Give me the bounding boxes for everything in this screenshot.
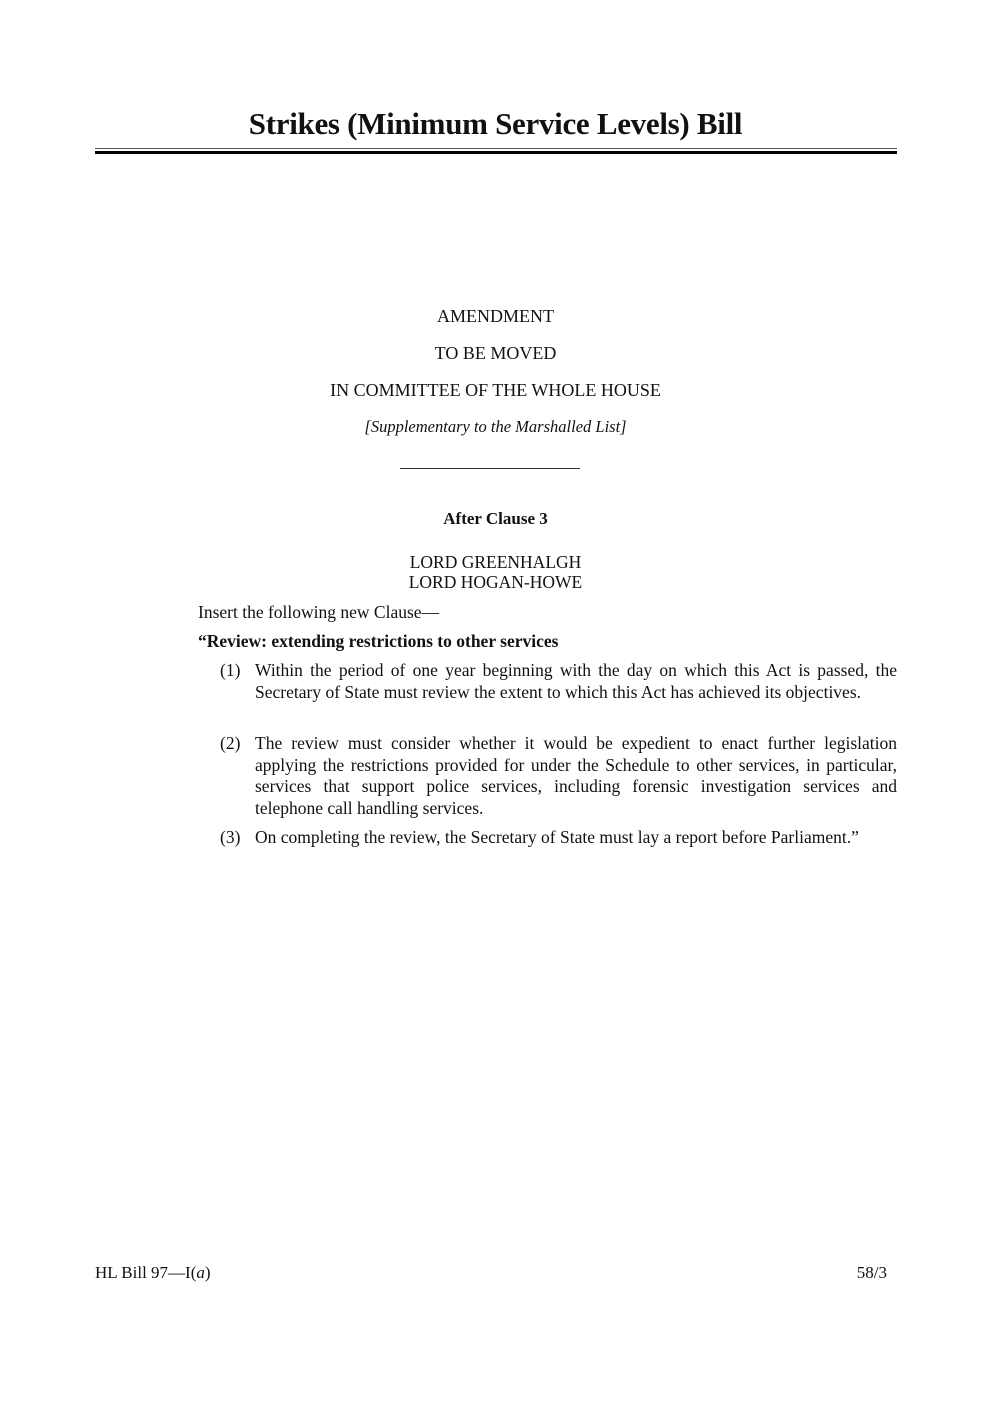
subsection-text: On completing the review, the Secretary of State must lay a report before Parliament.” bbox=[255, 827, 859, 847]
to-be-moved-label: TO BE MOVED bbox=[434, 343, 557, 363]
subsection-number: (1) bbox=[220, 660, 241, 680]
bill-ref-text: HL Bill 97—I( bbox=[95, 1263, 197, 1282]
subsection-text: The review must consider whether it would be expedient to enact further legislation applying the restrictions provided for under the Schedule to other services, in particular, services that support police services, including forensic investigation services and telephone call handling services. bbox=[255, 733, 897, 818]
subsection-3 bbox=[220, 827, 897, 849]
clause-heading: “Review: extending restrictions to other services bbox=[198, 631, 559, 651]
title-rule-thin bbox=[95, 148, 897, 149]
subsection-text: Within the period of one year beginning with the day on which this Act is passed, the Secretary of State must review the extent to which this Act has achieved its objectives. bbox=[255, 660, 897, 702]
subsection-number: (2) bbox=[220, 733, 241, 753]
mover-name: LORD HOGAN-HOWE bbox=[408, 572, 583, 592]
mover-name: LORD GREENHALGH bbox=[409, 552, 582, 572]
amendment-number: 58/3 bbox=[856, 1263, 887, 1282]
bill-reference bbox=[95, 1263, 211, 1283]
position-heading: After Clause 3 bbox=[443, 509, 548, 528]
supplementary-note: [Supplementary to the Marshalled List] bbox=[364, 417, 627, 436]
subsection-1 bbox=[220, 660, 897, 703]
divider bbox=[400, 468, 580, 469]
amendment-label: AMENDMENT bbox=[437, 306, 554, 326]
bill-ref-italic: a bbox=[196, 1263, 205, 1282]
bill-ref-close: ) bbox=[204, 1263, 211, 1282]
bill-title: Strikes (Minimum Service Levels) Bill bbox=[248, 106, 743, 141]
title-rule-thick bbox=[95, 151, 897, 154]
subsection-number: (3) bbox=[220, 827, 241, 847]
committee-label: IN COMMITTEE OF THE WHOLE HOUSE bbox=[330, 380, 661, 400]
subsection-2 bbox=[220, 733, 897, 819]
instruction: Insert the following new Clause— bbox=[198, 602, 440, 622]
